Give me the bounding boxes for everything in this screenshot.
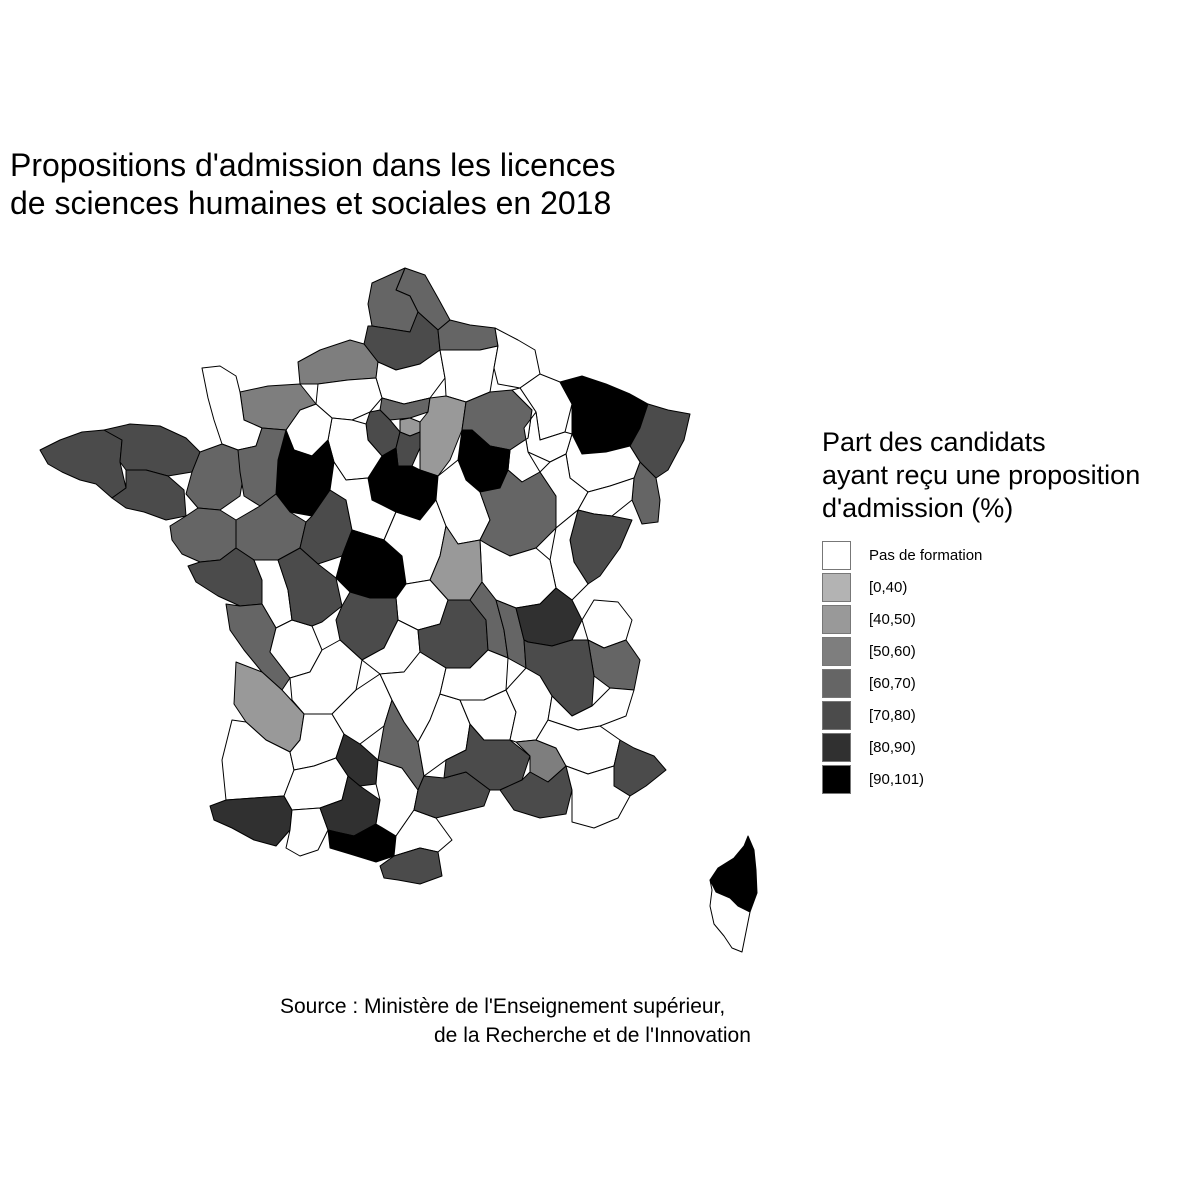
legend-item (822, 603, 1192, 635)
legend-item (822, 571, 1192, 603)
legend-label: Pas de formation (869, 546, 983, 564)
legend-item (822, 763, 1192, 795)
legend-label: [50,60) (869, 642, 916, 660)
legend-label: [60,70) (869, 674, 916, 692)
source-note (280, 992, 820, 1050)
legend-title (822, 426, 1192, 525)
legend-title-line: ayant reçu une proposition (822, 460, 1141, 490)
legend-label: [0,40) (869, 578, 908, 596)
source-line-2: de la Recherche et de l'Innovation (434, 1024, 751, 1047)
legend-swatch (822, 701, 851, 730)
legend-title-line: Part des candidats (822, 427, 1046, 457)
legend-swatch (822, 573, 851, 602)
map-title-line-2: de sciences humaines et sociales en 2018 (10, 185, 612, 221)
legend-item (822, 699, 1192, 731)
department-essonne (396, 432, 420, 466)
legend-swatch (822, 765, 851, 794)
department-hautes-pyrenees (286, 808, 328, 856)
legend-label: [70,80) (869, 706, 916, 724)
legend-swatch (822, 669, 851, 698)
source-line-1: Source : Ministère de l'Enseignement supérieur, (280, 995, 726, 1018)
department-pyrenees-atlantiques (210, 796, 292, 846)
legend-item (822, 635, 1192, 667)
legend-title-line: d'admission (%) (822, 493, 1014, 523)
legend-item (822, 731, 1192, 763)
department-seine-maritime (298, 340, 378, 384)
department-savoie (588, 640, 640, 690)
department-aisne (438, 320, 498, 350)
map-title-line-1: Propositions d'admission dans les licences (10, 147, 616, 183)
legend-items (822, 539, 1192, 795)
legend-item (822, 667, 1192, 699)
legend-label: [40,50) (869, 610, 916, 628)
legend (822, 426, 1192, 795)
department-finistere (40, 430, 126, 498)
legend-swatch (822, 605, 851, 634)
department-alpes-maritimes (614, 740, 666, 796)
legend-label: [80,90) (869, 738, 916, 756)
legend-label: [90,101) (869, 770, 925, 788)
legend-item (822, 539, 1192, 571)
legend-swatch (822, 541, 851, 570)
legend-swatch (822, 733, 851, 762)
legend-swatch (822, 637, 851, 666)
